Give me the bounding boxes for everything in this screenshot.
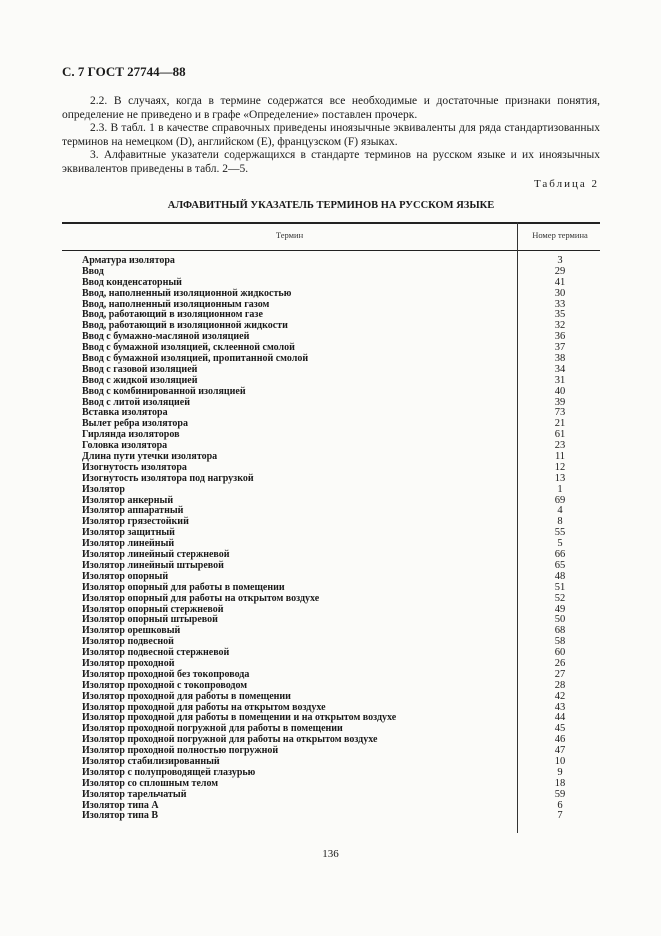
term-number-cell: 46 [554, 734, 566, 746]
term-cell: Ввод с газовой изоляцией [82, 363, 198, 375]
table-row [0, 745, 661, 756]
table-row [0, 723, 661, 734]
page-number: 136 [322, 848, 339, 860]
term-number-cell: 59 [554, 788, 566, 800]
term-cell: Ввод конденсаторный [82, 276, 182, 288]
paragraph-3: 3. Алфавитные указатели содержащихся в стандарте терминов на русском языке и их иноязычных эквивалентов приведены в табл. 2—5. [62, 149, 600, 175]
term-number-cell: 18 [554, 777, 566, 789]
table-row [0, 767, 661, 778]
paragraph-2-2: 2.2. В случаях, когда в термине содержатся все необходимые и достаточные признаки понятия, определение не приведено и в графе «Определение» поставлен прочерк. [62, 95, 600, 121]
term-cell: Изогнутость изолятора [82, 461, 187, 473]
table-row [0, 407, 661, 418]
column-header-number: Номер термина [532, 230, 588, 240]
term-number-cell: 51 [554, 581, 566, 593]
table-row [0, 691, 661, 702]
term-cell: Ввод с бумажной изоляцией, пропитанной смолой [82, 353, 309, 365]
term-number-cell: 61 [554, 429, 566, 441]
term-cell: Арматура изолятора [82, 255, 175, 266]
term-number-cell: 52 [554, 592, 566, 604]
table-row [0, 734, 661, 745]
term-number-cell: 39 [554, 396, 566, 408]
term-number-cell: 32 [554, 320, 566, 332]
term-cell: Изолятор проходной погружной для работы в помещении [82, 723, 343, 735]
term-cell: Изолятор опорный штыревой [82, 614, 218, 626]
term-number-cell: 6 [557, 799, 563, 811]
term-number-cell: 58 [554, 636, 566, 648]
term-number-cell: 28 [554, 679, 566, 691]
term-number-cell: 5 [557, 538, 563, 550]
table-row [0, 712, 661, 723]
term-number-cell: 34 [554, 363, 566, 375]
paragraph-2-3: 2.3. В табл. 1 в качестве справочных приведены иноязычные эквиваленты для ряда стандартизованных терминов на немецком (D), английском (E), французском (F) языках. [62, 122, 600, 148]
term-number-cell: 50 [554, 614, 566, 626]
term-cell: Ввод, работающий в изоляционном газе [82, 309, 263, 321]
term-number-cell: 66 [554, 549, 566, 561]
term-cell: Изолятор опорный [82, 570, 169, 582]
term-cell: Длина пути утечки изолятора [82, 451, 218, 463]
table-row [0, 353, 661, 364]
table-row [0, 495, 661, 506]
table-row [0, 810, 661, 821]
table-row [0, 582, 661, 593]
term-number-cell: 40 [554, 385, 566, 397]
table-row [0, 364, 661, 375]
term-number-cell: 60 [554, 647, 566, 659]
term-cell: Изолятор типа В [82, 810, 159, 822]
table-row [0, 516, 661, 527]
term-cell: Изолятор подвесной стержневой [82, 647, 230, 659]
term-cell: Ввод с бумажной изоляцией, склеенной смолой [82, 342, 295, 354]
table-row [0, 669, 661, 680]
term-cell: Изолятор проходной полностью погружной [82, 745, 279, 757]
table-row [0, 658, 661, 669]
term-number-cell: 13 [554, 472, 566, 484]
term-cell: Изолятор подвесной [82, 636, 174, 648]
table-row [0, 255, 661, 266]
table-row [0, 451, 661, 462]
term-number-cell: 26 [554, 657, 566, 669]
term-number-cell: 43 [554, 701, 566, 713]
table-row [0, 800, 661, 811]
term-cell: Изолятор со сплошным телом [82, 777, 219, 789]
term-cell: Гирлянда изоляторов [82, 429, 180, 441]
term-number-cell: 3 [557, 255, 563, 266]
term-cell: Изолятор опорный для работы в помещении [82, 581, 285, 593]
term-number-cell: 12 [554, 461, 566, 473]
term-cell: Головка изолятора [82, 440, 168, 452]
term-number-cell: 33 [554, 298, 566, 310]
term-cell: Изогнутость изолятора под нагрузкой [82, 472, 254, 484]
table-row [0, 386, 661, 397]
term-cell: Изолятор анкерный [82, 494, 174, 506]
term-number-cell: 30 [554, 287, 566, 299]
term-number-cell: 29 [554, 265, 566, 277]
term-number-cell: 45 [554, 723, 566, 735]
term-cell: Изолятор стабилизированный [82, 755, 220, 767]
term-cell: Ввод, наполненный изоляционным газом [82, 298, 270, 310]
column-header-term: Термин [275, 230, 304, 240]
table-row [0, 614, 661, 625]
term-cell: Вставка изолятора [82, 407, 168, 419]
term-number-cell: 38 [554, 353, 566, 365]
table-row [0, 462, 661, 473]
table-row [0, 342, 661, 353]
term-cell: Ввод, работающий в изоляционной жидкости [82, 320, 288, 332]
table-header-rule [62, 250, 600, 251]
term-number-cell: 47 [554, 745, 566, 757]
term-number-cell: 55 [554, 527, 566, 539]
term-cell: Ввод с литой изоляцией [82, 396, 190, 408]
term-number-cell: 68 [554, 625, 566, 637]
term-cell: Изолятор проходной для работы в помещении [82, 690, 291, 702]
term-number-cell: 27 [554, 668, 566, 680]
table-row [0, 527, 661, 538]
table-top-rule [62, 222, 600, 224]
term-cell: Изолятор проходной для работы на открытом воздухе [82, 701, 326, 713]
term-number-cell: 73 [554, 407, 566, 419]
table-row [0, 266, 661, 277]
term-cell: Ввод с комбинированной изоляцией [82, 385, 246, 397]
table-row [0, 277, 661, 288]
term-cell: Изолятор аппаратный [82, 505, 184, 517]
table-row [0, 647, 661, 658]
term-number-cell: 35 [554, 309, 566, 321]
term-cell: Изолятор проходной для работы в помещении и на открытом воздухе [82, 712, 397, 724]
term-number-cell: 41 [554, 276, 566, 288]
term-number-cell: 1 [557, 483, 563, 495]
term-cell: Изолятор проходной без токопровода [82, 668, 250, 680]
term-cell: Изолятор проходной [82, 657, 175, 669]
table-row [0, 702, 661, 713]
term-number-cell: 11 [554, 451, 566, 463]
table-row [0, 778, 661, 789]
table-label: Таблица 2 [533, 178, 599, 190]
term-cell: Изолятор линейный штыревой [82, 559, 224, 571]
term-cell: Изолятор с полупроводящей глазурью [82, 766, 256, 778]
term-cell: Вылет ребра изолятора [82, 418, 188, 430]
term-cell: Ввод, наполненный изоляционной жидкостью [82, 287, 292, 299]
term-cell: Изолятор линейный [82, 538, 175, 550]
table-row [0, 789, 661, 800]
table-row [0, 429, 661, 440]
term-cell: Ввод с жидкой изоляцией [82, 374, 198, 386]
term-cell: Изолятор [82, 483, 125, 495]
term-number-cell: 21 [554, 418, 566, 430]
table-row [0, 375, 661, 386]
table-row [0, 440, 661, 451]
term-number-cell: 9 [557, 766, 563, 778]
term-cell: Изолятор типа А [82, 799, 159, 811]
term-cell: Изолятор защитный [82, 527, 175, 539]
table-row [0, 560, 661, 571]
term-number-cell: 7 [557, 810, 563, 822]
table-row [0, 288, 661, 299]
table-row [0, 549, 661, 560]
term-cell: Изолятор опорный стержневой [82, 603, 224, 615]
term-number-cell: 69 [554, 494, 566, 506]
term-cell: Изолятор грязестойкий [82, 516, 189, 528]
term-cell: Изолятор проходной с токопроводом [82, 679, 248, 691]
term-number-cell: 31 [554, 374, 566, 386]
table-row [0, 331, 661, 342]
term-cell: Изолятор линейный стержневой [82, 549, 230, 561]
table-row [0, 756, 661, 767]
term-number-cell: 23 [554, 440, 566, 452]
table-row [0, 538, 661, 549]
table-row [0, 484, 661, 495]
term-cell: Изолятор орешковый [82, 625, 181, 637]
table-row [0, 320, 661, 331]
table-row [0, 397, 661, 408]
term-cell: Ввод [82, 265, 104, 277]
term-cell: Изолятор опорный для работы на открытом воздухе [82, 592, 320, 604]
table-title: АЛФАВИТНЫЙ УКАЗАТЕЛЬ ТЕРМИНОВ НА РУССКОМ ЯЗЫКЕ [167, 200, 495, 211]
term-number-cell: 42 [554, 690, 566, 702]
table-row [0, 505, 661, 516]
term-number-cell: 65 [554, 559, 566, 571]
term-number-cell: 37 [554, 342, 566, 354]
page-header: С. 7 ГОСТ 27744—88 [62, 64, 186, 79]
term-number-cell: 10 [554, 755, 566, 767]
term-number-cell: 8 [557, 516, 563, 528]
table-row [0, 636, 661, 647]
term-number-cell: 48 [554, 570, 566, 582]
term-cell: Изолятор тарельчатый [82, 788, 187, 800]
table-row [0, 625, 661, 636]
table-row [0, 680, 661, 691]
term-number-cell: 44 [554, 712, 566, 724]
table-row [0, 418, 661, 429]
term-number-cell: 4 [557, 505, 563, 517]
table-row [0, 473, 661, 484]
term-cell: Изолятор проходной погружной для работы на открытом воздухе [82, 734, 378, 746]
table-row [0, 299, 661, 310]
table-row [0, 309, 661, 320]
table-body [0, 255, 661, 821]
table-row [0, 604, 661, 615]
table-row [0, 593, 661, 604]
term-number-cell: 36 [554, 331, 566, 343]
term-cell: Ввод с бумажно-масляной изоляцией [82, 331, 250, 343]
table-row [0, 571, 661, 582]
term-number-cell: 49 [554, 603, 566, 615]
